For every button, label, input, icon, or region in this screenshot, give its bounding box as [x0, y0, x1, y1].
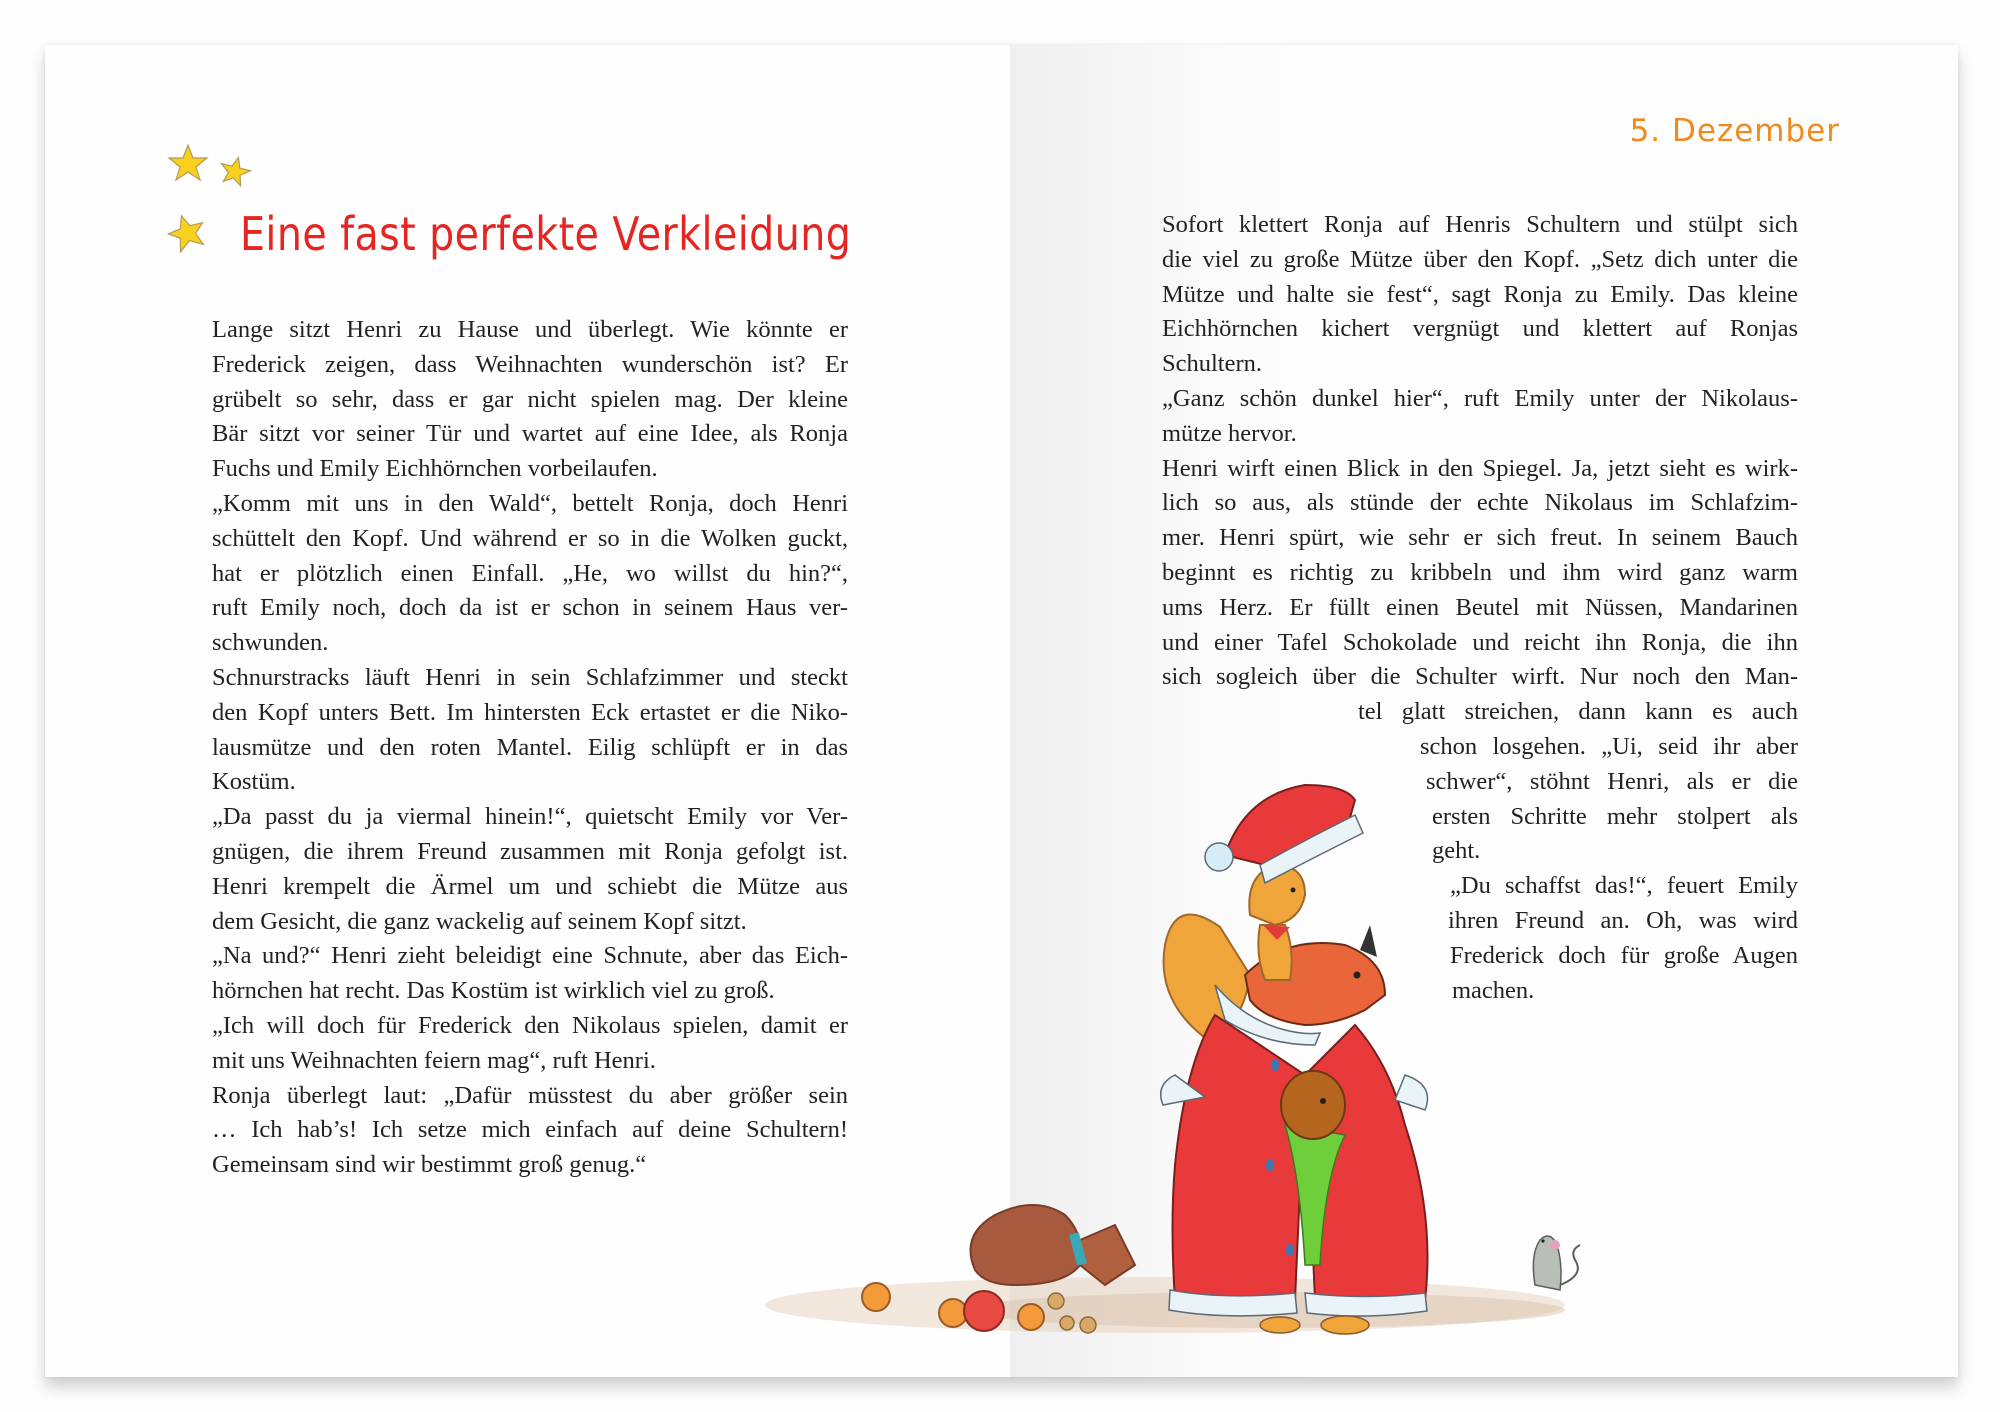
- text-line: Eichhörnchen kichert vergnügt und klettert auf Ronjas: [1162, 315, 1798, 343]
- hat-icon: [1205, 785, 1363, 883]
- text-line: mer. Henri spürt, wie sehr er sich freut. In seinem Bauch: [1162, 524, 1798, 552]
- text-line: mütze hervor.: [1162, 419, 1297, 447]
- text-line: Kostüm.: [212, 768, 296, 796]
- bear-icon: [1161, 1015, 1428, 1334]
- chapter-title: Eine fast perfekte Verkleidung: [240, 207, 852, 261]
- text-line: grübelt so sehr, dass er gar nicht spielen mag. Der kleine: [212, 385, 848, 413]
- text-line: hat er plötzlich einen Einfall. „He, wo willst du hin?“,: [212, 559, 848, 587]
- text-line: lausmütze und den roten Mantel. Eilig schlüpft er in das: [212, 733, 848, 761]
- text-line: und einer Tafel Schokolade und reicht ihn Ronja, die ihn: [1162, 628, 1798, 656]
- text-line: Schnurstracks läuft Henri in sein Schlafzimmer und steckt: [212, 663, 848, 691]
- text-line: „Na und?“ Henri zieht beleidigt eine Schnute, aber das Eich-: [212, 942, 848, 970]
- text-line: … Ich hab’s! Ich setze mich einfach auf deine Schultern!: [212, 1116, 848, 1144]
- text-line: gnügen, die ihrem Freund zusammen mit Ronja gefolgt ist.: [212, 837, 848, 865]
- text-line: den Kopf unters Bett. Im hintersten Eck ertastet er die Niko-: [212, 698, 848, 726]
- text-line: machen.: [1452, 976, 1535, 1004]
- text-line: schon losgehen. „Ui, seid ihr aber: [1420, 732, 1798, 760]
- apple-icon: [964, 1291, 1004, 1331]
- text-line: sich sogleich über die Schulter wirft. Nur noch den Man-: [1162, 663, 1798, 691]
- text-line: dem Gesicht, die ganz wackelig auf seinem Kopf sitzt.: [212, 907, 747, 935]
- text-line: Frederick doch für große Augen: [1450, 941, 1798, 969]
- sack-icon: [971, 1205, 1136, 1285]
- text-line: Ronja überlegt laut: „Dafür müsstest du aber größer sein: [212, 1081, 848, 1109]
- mandarin-icon: [862, 1283, 890, 1311]
- text-line: Fuchs und Emily Eichhörnchen vorbeilaufen.: [212, 455, 658, 483]
- text-line: hörnchen hat recht. Das Kostüm ist wirklich viel zu groß.: [212, 977, 775, 1005]
- text-line: „Komm mit uns in den Wald“, bettelt Ronja, doch Henri: [212, 489, 848, 517]
- date-heading: 5. Dezember: [1629, 113, 1840, 149]
- text-line: beginnt es richtig zu kribbeln und ihm wird ganz warm: [1162, 558, 1798, 586]
- text-line: lich so aus, als stünde der echte Nikolaus im Schlafzim-: [1162, 489, 1798, 517]
- mandarin-icon: [1018, 1304, 1044, 1330]
- book-spread: [45, 45, 1958, 1377]
- text-line: schüttelt den Kopf. Und während er so in die Wolken guckt,: [212, 524, 848, 552]
- nut-icon: [1048, 1293, 1064, 1309]
- text-line: ruft Emily noch, doch da ist er schon in seinem Haus ver-: [212, 594, 848, 622]
- text-line: Henri wirft einen Blick in den Spiegel. Ja, jetzt sieht es wirk-: [1162, 454, 1798, 482]
- text-line: ihren Freund an. Oh, was wird: [1448, 906, 1798, 934]
- text-line: Henri krempelt die Ärmel um und schiebt die Mütze aus: [212, 872, 848, 900]
- text-line: mit uns Weihnachten feiern mag“, ruft Henri.: [212, 1046, 656, 1074]
- text-line: Bär sitzt vor seiner Tür und wartet auf eine Idee, als Ronja: [212, 420, 848, 448]
- text-line: Lange sitzt Henri zu Hause und überlegt. Wie könnte er: [212, 316, 848, 343]
- text-line: Mütze und halte sie fest“, sagt Ronja zu Emily. Das kleine: [1162, 280, 1798, 308]
- text-line: Sofort klettert Ronja auf Henris Schultern und stülpt sich: [1162, 211, 1798, 238]
- mouse-icon: [1533, 1236, 1580, 1290]
- illustration: [745, 745, 1705, 1385]
- text-line: „Ich will doch für Frederick den Nikolaus spielen, damit er: [212, 1011, 848, 1039]
- text-line: ums Herz. Er füllt einen Beutel mit Nüssen, Mandarinen: [1162, 593, 1798, 621]
- text-line: Frederick zeigen, dass Weihnachten wunderschön ist? Er: [212, 350, 848, 378]
- text-line: Schultern.: [1162, 350, 1263, 378]
- text-line: „Da passt du ja viermal hinein!“, quietscht Emily vor Ver-: [212, 803, 848, 831]
- text-line: tel glatt streichen, dann kann es auch: [1358, 698, 1798, 726]
- nut-icon: [1060, 1316, 1074, 1330]
- text-line: schwer“, stöhnt Henri, als er die: [1426, 767, 1798, 795]
- text-line: schwunden.: [212, 629, 329, 657]
- text-line: Gemeinsam sind wir bestimmt groß genug.“: [212, 1151, 647, 1179]
- text-line: „Ganz schön dunkel hier“, ruft Emily unter der Nikolaus-: [1162, 384, 1798, 412]
- text-line: ersten Schritte mehr stolpert als: [1432, 802, 1798, 830]
- nut-icon: [1080, 1317, 1096, 1333]
- text-line: geht.: [1432, 837, 1481, 865]
- text-line: „Du schaffst das!“, feuert Emily: [1450, 872, 1798, 900]
- mandarin-icon: [939, 1299, 967, 1327]
- text-line: die viel zu große Mütze über den Kopf. „Setz dich unter die: [1162, 245, 1798, 273]
